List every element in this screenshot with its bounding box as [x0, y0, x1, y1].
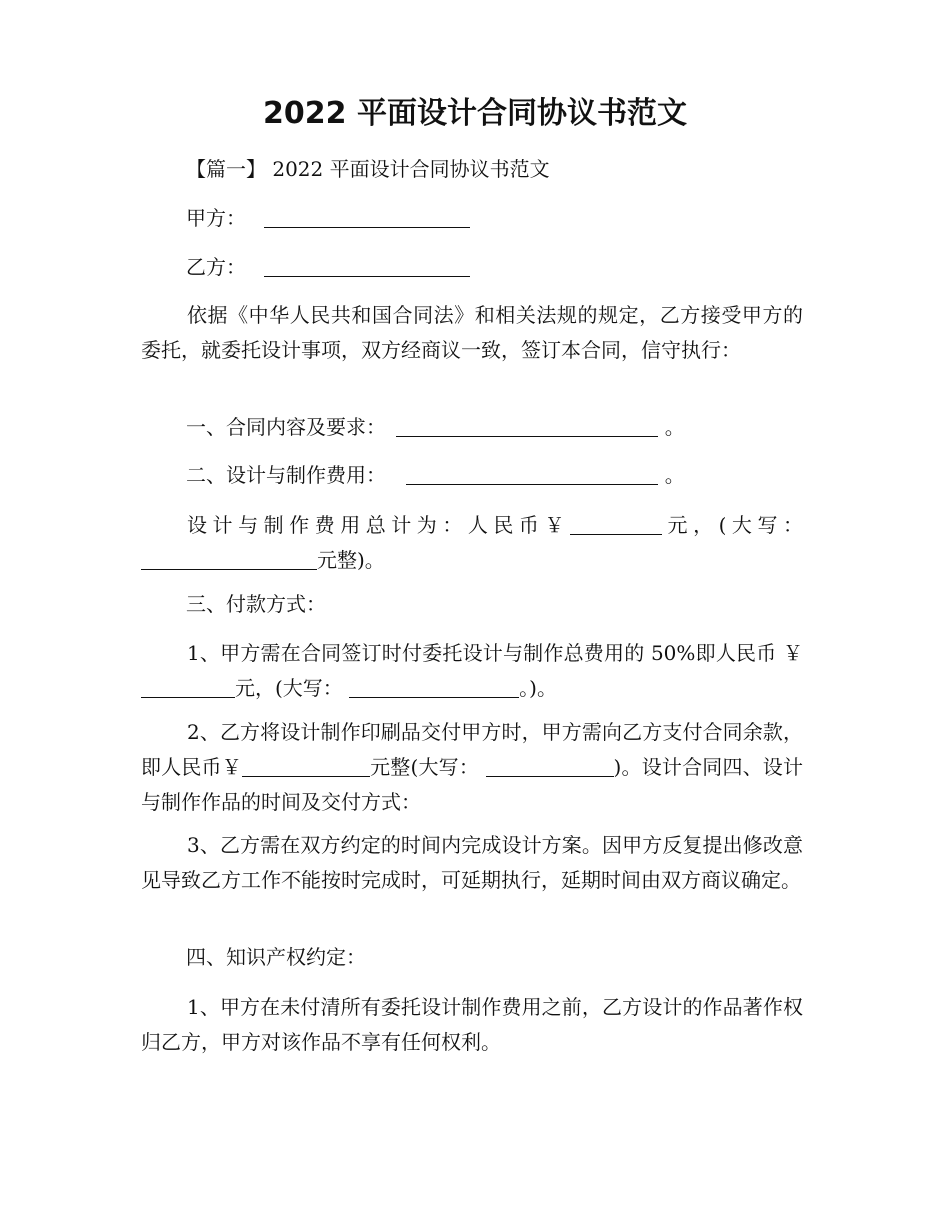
section-4-label: 四、知识产权约定：: [186, 945, 366, 969]
document-subtitle: 【篇一】 2022 平面设计合同协议书范文: [186, 157, 550, 181]
payment-2-text-2: 元整(大写：: [369, 755, 486, 779]
clause-3-paragraph: 3、乙方需在双方约定的时间内完成设计方案。因甲方反复提出修改意见导致乙方工作不能按时完成时，可延期执行，延期时间由双方商议确定。: [141, 833, 803, 892]
fee-total-paragraph: [141, 508, 803, 578]
payment-2-text-1: 2、乙方将设计制作印刷品交付甲方时，甲方需向乙方支付合同余款，即人民币￥: [141, 720, 803, 779]
section-2-label: 二、设计与制作费用：: [186, 463, 386, 487]
payment-1-text-2: 元，(大写：: [235, 676, 350, 700]
payment-2-text-3: )。设计合同四、设计与制作作品的时间及交付方式：: [141, 755, 803, 814]
fee-total-text-3: 元整)。: [317, 548, 385, 572]
party-a-label: 甲方：: [186, 206, 246, 230]
payment-1-uppercase-blank: [349, 675, 519, 698]
section-1-label: 一、合同内容及要求：: [186, 415, 386, 439]
document-title: 2022 平面设计合同协议书范文: [263, 96, 687, 131]
section-2-line: [186, 458, 685, 492]
section-3-label: 三、付款方式：: [186, 592, 326, 616]
payment-2-paragraph: [141, 715, 803, 820]
party-b-line: [186, 250, 470, 284]
party-b-blank: [264, 254, 470, 277]
payment-1-amount-blank: [141, 675, 235, 698]
party-a-line: [186, 201, 470, 235]
payment-1-text-3: 。)。: [519, 676, 557, 700]
fee-total-amount-blank: [570, 512, 662, 535]
party-a-blank: [264, 205, 470, 228]
payment-1-paragraph: [141, 636, 803, 706]
section-1-blank: [396, 414, 658, 437]
section-1-line: [186, 410, 685, 444]
party-b-label: 乙方：: [186, 255, 246, 279]
section-2-end: 。: [664, 463, 685, 487]
fee-total-text-1: 设计与制作费用总计为：人民币￥: [187, 513, 570, 537]
ip-clause-1-paragraph: 1、甲方在未付清所有委托设计制作费用之前，乙方设计的作品著作权归乙方，甲方对该作品不享有任何权利。: [141, 995, 803, 1054]
fee-total-uppercase-blank: [141, 547, 317, 570]
section-1-end: 。: [664, 415, 685, 439]
payment-1-text-1: 1、甲方需在合同签订时付委托设计与制作总费用的 50%即人民币 ￥: [187, 641, 803, 665]
intro-paragraph: 依据《中华人民共和国合同法》和相关法规的规定，乙方接受甲方的委托，就委托设计事项，双方经商议一致，签订本合同，信守执行：: [141, 303, 803, 362]
payment-2-uppercase-blank: [486, 754, 614, 777]
payment-2-amount-blank: [242, 754, 370, 777]
section-2-blank: [406, 462, 658, 485]
fee-total-text-2: 元，(大写：: [662, 513, 803, 537]
